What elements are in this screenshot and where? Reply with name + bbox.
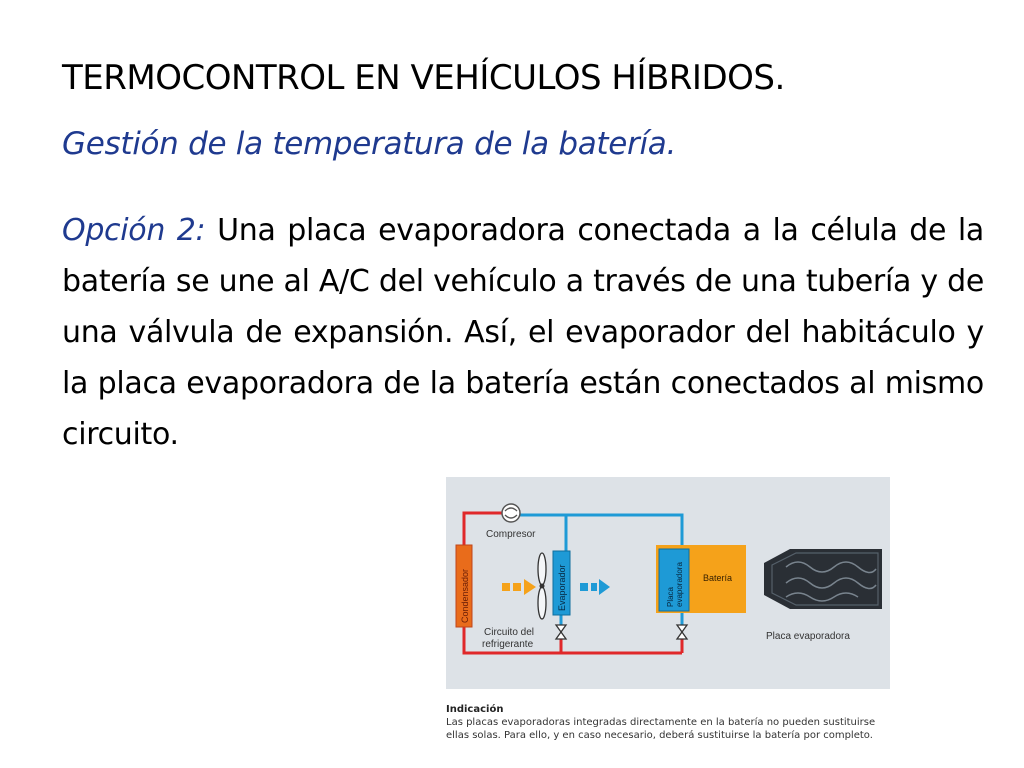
evaporator-plate-label: Placa evaporadora <box>766 631 850 642</box>
slide-subtitle: Gestión de la temperatura de la batería. <box>62 126 677 162</box>
cool-air-arrow <box>580 579 610 595</box>
plate-label-line1: Placa <box>666 586 675 607</box>
circuit-label-line2: refrigerante <box>482 639 534 650</box>
slide-title: TERMOCONTROL EN VEHÍCULOS HÍBRIDOS. <box>62 58 785 98</box>
evaporator-label: Evaporador <box>557 564 567 611</box>
plate-label-line2: evaporadora <box>675 562 684 607</box>
circuit-label-line1: Circuito del <box>484 627 535 638</box>
option-label: Opción 2: <box>62 213 206 248</box>
expansion-valve-icon <box>677 625 687 639</box>
refrigerant-circuit-diagram <box>446 477 890 689</box>
compressor-label: Compresor <box>486 529 536 540</box>
option-description: Una placa evaporadora conectada a la célula de la batería se une al A/C del vehículo a través de una tubería y de una válvula de expansión. Así, el evaporador del habitáculo y la placa evaporadora de la batería están conectados al mismo circuito. <box>62 213 984 452</box>
fan-icon <box>538 553 546 619</box>
slide-body <box>62 205 984 460</box>
battery-label: Batería <box>703 573 733 583</box>
note-title: Indicación <box>446 704 504 715</box>
note-text: Las placas evaporadoras integradas directamente en la batería no pueden sustituirse ellas solas. Para ello, y en caso necesario, deberá sustituirse la batería por completo. <box>446 717 876 741</box>
warm-air-arrow <box>502 579 536 595</box>
compressor-icon <box>502 504 520 522</box>
condenser-label: Condensador <box>460 568 470 623</box>
evaporator-plate-illustration <box>764 549 882 609</box>
expansion-valve-icon <box>556 625 566 639</box>
note-box <box>446 703 890 742</box>
